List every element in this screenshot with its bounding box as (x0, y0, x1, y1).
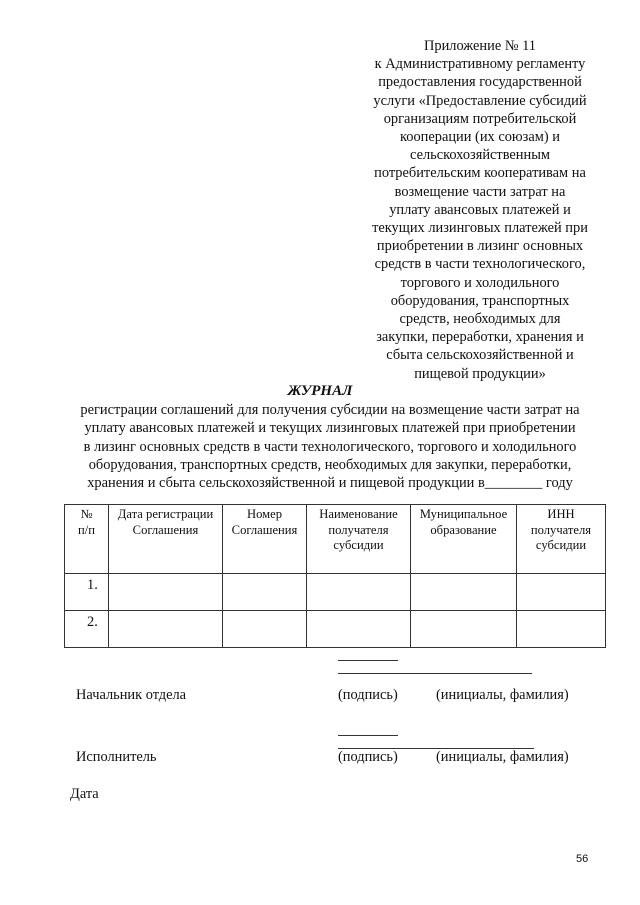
executor-signature-caption: (подпись) (338, 749, 398, 765)
journal-subtitle-line: в лизинг основных средств в части технологического, торгового и холодильного (83, 438, 577, 455)
date-label: Дата (70, 786, 99, 802)
journal-subtitle-line: оборудования, транспортных средств, необходимых для закупки, переработки, (88, 456, 572, 473)
journal-subtitle-line: уплату авансовых платежей и текущих лизинговых платежей при приобретении (84, 420, 576, 437)
header-agreement-number (223, 505, 307, 574)
signature-line (338, 735, 398, 736)
table-row (65, 611, 606, 648)
table-cell (517, 574, 606, 611)
table-cell (411, 574, 517, 611)
table-cell (109, 574, 223, 611)
appendix-line: Приложение № 11 (423, 38, 537, 54)
row-number: 1. (65, 574, 109, 611)
appendix-line: средств, необходимых для (399, 311, 561, 328)
table-cell (517, 611, 606, 648)
header-inn-label: ИНН получателя субсидии (530, 507, 592, 552)
header-municipality (411, 505, 517, 574)
header-number-label: № п/п (78, 507, 95, 537)
executor-name-caption: (инициалы, фамилия) (436, 749, 569, 765)
header-recipient-name (307, 505, 411, 574)
appendix-line: приобретении в лизинг основных (376, 238, 584, 255)
appendix-line: сбыта сельскохозяйственной и (386, 347, 574, 364)
appendix-line: кооперации (их союзам) и (400, 129, 560, 146)
header-recipient-name-label: Наименование получателя субсидии (319, 507, 398, 552)
table-cell (307, 574, 411, 611)
journal-subtitle (60, 401, 600, 492)
head-name-caption: (инициалы, фамилия) (436, 687, 569, 703)
table-cell (223, 574, 307, 611)
header-registration-date-label: Дата регистрации Соглашения (117, 507, 214, 537)
executor-role-label: Исполнитель (76, 749, 157, 765)
table-cell (223, 611, 307, 648)
header-inn (517, 505, 606, 574)
head-signature-caption: (подпись) (338, 687, 398, 703)
journal-subtitle-line: хранения и сбыта сельскохозяйственной и пищевой продукции в________ году (87, 475, 573, 492)
signature-line (338, 660, 398, 661)
appendix-line: организациям потребительской (383, 110, 577, 127)
journal-title: ЖУРНАЛ (287, 383, 353, 399)
appendix-line: сельскохозяйственным (410, 147, 550, 164)
appendix-line: текущих лизинговых платежей при (372, 220, 588, 237)
appendix-line: оборудования, транспортных (390, 292, 570, 309)
header-registration-date (109, 505, 223, 574)
appendix-line: к Административному регламенту (374, 56, 586, 73)
appendix-line: средств в части технологического, (374, 256, 586, 273)
head-role-label: Начальник отдела (76, 687, 187, 703)
appendix-line: торгового и холодильного (400, 274, 560, 291)
registration-table (64, 504, 606, 648)
appendix-line: предоставления государственной (378, 74, 582, 91)
row-number: 2. (65, 611, 109, 648)
appendix-line: уплату авансовых платежей и (389, 201, 571, 218)
header-agreement-number-label: Номер Соглашения (231, 507, 298, 537)
appendix-line: возмещение части затрат на (394, 183, 566, 200)
table-header-row (65, 505, 606, 574)
header-number (65, 505, 109, 574)
appendix-line: закупки, переработки, хранения и (376, 329, 584, 346)
appendix-block (360, 37, 600, 383)
journal-subtitle-line: регистрации соглашений для получения субсидии на возмещение части затрат на (80, 402, 580, 418)
table-cell (109, 611, 223, 648)
appendix-line: пищевой продукции» (414, 365, 546, 382)
name-line (338, 673, 532, 674)
appendix-line: услуги «Предоставление субсидий (373, 92, 587, 109)
page-number: 56 (576, 853, 589, 865)
table-cell (411, 611, 517, 648)
header-municipality-label: Муниципальное образование (419, 507, 508, 537)
table-row (65, 574, 606, 611)
appendix-line: потребительским кооперативам на (374, 165, 586, 182)
table-cell (307, 611, 411, 648)
